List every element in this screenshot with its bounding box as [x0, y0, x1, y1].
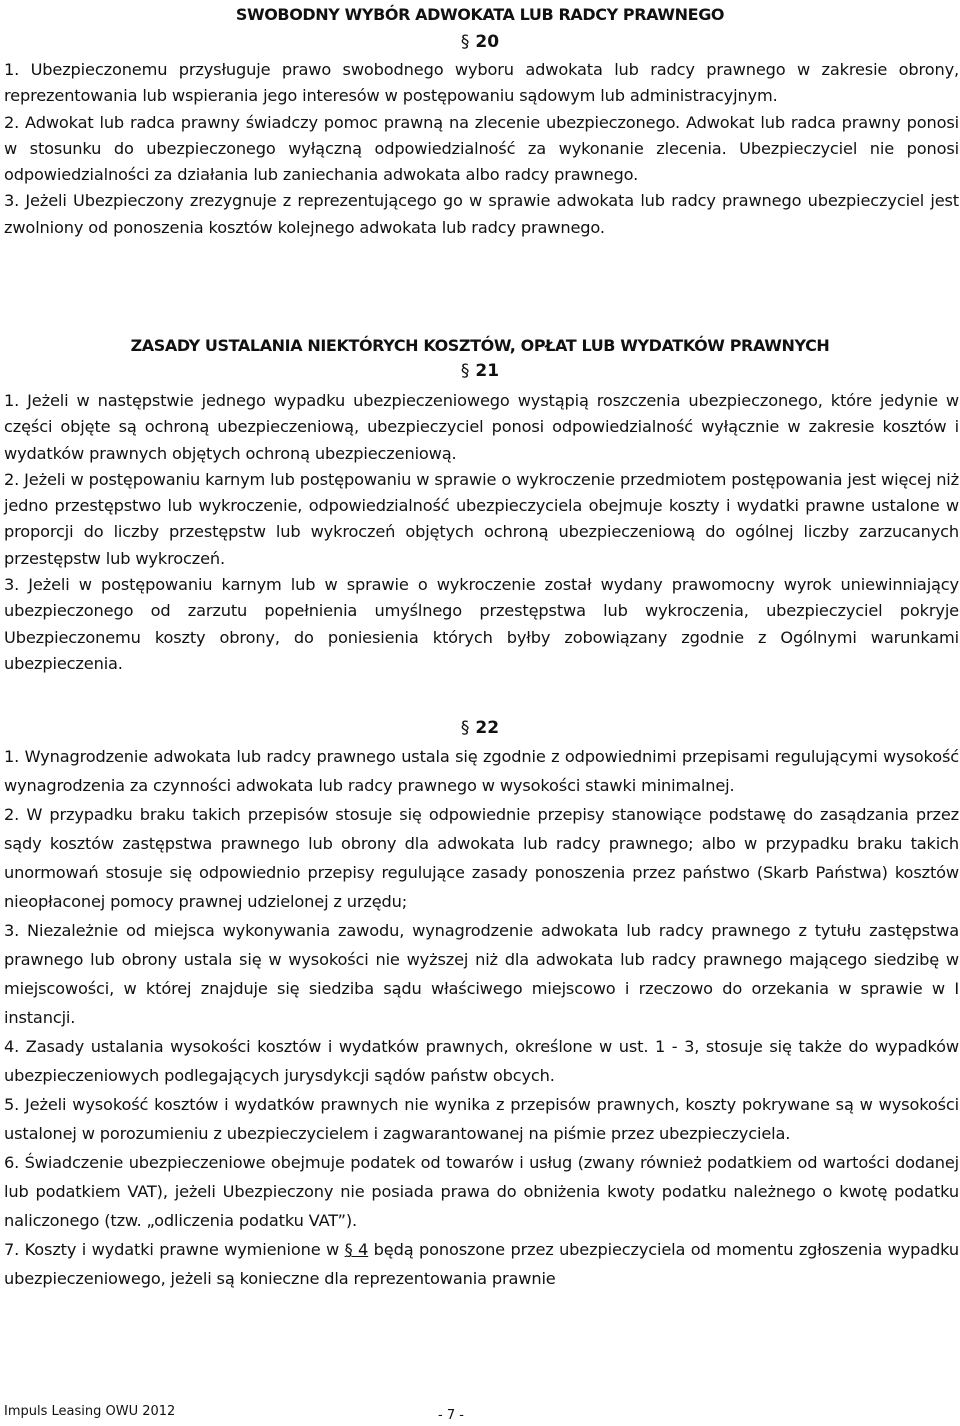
section-21-point-1: 1. Jeżeli w następstwie jednego wypadku ubezpieczeniowego wystąpią roszczenia ubezpieczonego, które jedynie w części objęte są ochroną ubezpieczeniową, ubezpieczyciel ponosi odpowiedzialność wyłącznie w zakresie kosztów i wydatków prawnych objętych ochroną ubezpieczeniową. [4, 391, 959, 463]
heading-free-choice: SWOBODNY WYBÓR ADWOKATA LUB RADCY PRAWNEGO [235, 5, 725, 24]
section-22-body [4, 742, 959, 1293]
section-20-point-1: 1. Ubezpieczonemu przysługuje prawo swobodnego wyboru adwokata lub radcy prawnego w zakresie obrony, reprezentowania lub wspierania jego interesów w postępowaniu sądowym lub administracyjnym. [4, 60, 959, 106]
section-21-body [4, 388, 959, 677]
point-7-text-after: będą ponoszone przez ubezpieczyciela od momentu zgłoszenia wypadku ubezpieczeniowego, jeżeli są konieczne dla reprezentowania prawnie [4, 1240, 960, 1288]
section-4-link[interactable]: § 4 [344, 1240, 369, 1259]
section-20-point-3: 3. Jeżeli Ubezpieczony zrezygnuje z reprezentującego go w sprawie adwokata lub radcy prawnego ubezpieczyciel jest zwolniony od ponoszenia kosztów kolejnego adwokata lub radcy prawnego. [4, 191, 959, 237]
heading-costs: ZASADY USTALANIA NIEKTÓRYCH KOSZTÓW, OPŁAT LUB WYDATKÓW PRAWNYCH [130, 336, 830, 355]
paragraph-sign: § [460, 361, 470, 381]
section-22-point-3: 3. Niezależnie od miejsca wykonywania zawodu, wynagrodzenie adwokata lub radcy prawnego z tytułu zastępstwa prawnego lub obrony ustala się w wysokości nie wyższej niż dla adwokata lub radcy prawnego mającego siedzibę w miejscowości, w której znajduje się siedziba sądu właściwego miejscowo i rzeczowo do orzekania w sprawie w I instancji. [4, 921, 959, 1027]
section-21-point-3: 3. Jeżeli w postępowaniu karnym lub w sprawie o wykroczenie został wydany prawomocny wyrok uniewinniający ubezpieczonego od zarzutu popełnienia umyślnego przestępstwa lub wykroczenia, ubezpieczyciel pokryje Ubezpieczonemu koszty obrony, do poniesienia których byłby zobowiązany zgodnie z Ogólnymi warunkami ubezpieczenia. [4, 575, 959, 673]
section-22-point-1: 1. Wynagrodzenie adwokata lub radcy prawnego ustala się zgodnie z odpowiednimi przepisami regulującymi wysokość wynagrodzenia za czynności adwokata lub radcy prawnego w wysokości stawki minimalnej. [4, 747, 959, 795]
section-number-21 [0, 361, 960, 381]
section-20-body [4, 57, 959, 241]
section-number-22 [0, 718, 960, 738]
section-20-point-2: 2. Adwokat lub radca prawny świadczy pomoc prawną na zlecenie ubezpieczonego. Adwokat lub radca prawny ponosi w stosunku do ubezpieczonego wyłączną odpowiedzialność za wykonanie zlecenia. Ubezpieczyciel nie ponosi odpowiedzialności za działania lub zaniechania adwokata albo radcy prawnego. [4, 112, 959, 185]
footer-page-number: - 7 - [438, 1408, 464, 1423]
section-number: 21 [475, 361, 500, 381]
section-22-point-7 [4, 1235, 959, 1293]
section-number: 20 [475, 32, 500, 52]
section-number: 22 [475, 718, 500, 738]
footer-document-name: Impuls Leasing OWU 2012 [4, 1404, 176, 1419]
paragraph-sign: § [460, 32, 470, 52]
section-21-point-2: 2. Jeżeli w postępowaniu karnym lub postępowaniu w sprawie o wykroczenie przedmiotem postępowania jest więcej niż jedno przestępstwo lub wykroczenie, odpowiedzialność ubezpieczyciela obejmuje koszty i wydatki prawne ustalone w proporcji do liczby przestępstw lub wykroczeń objętych ochroną ubezpieczeniową do ogólnej liczby zarzucanych przestępstw lub wykroczeń. [4, 469, 959, 568]
section-22-point-2: 2. W przypadku braku takich przepisów stosuje się odpowiednie przepisy stanowiące podstawę do zasądzania przez sądy kosztów zastępstwa prawnego lub obrony dla adwokata lub radcy prawnego; albo w przypadku braku takich unormowań stosuje się odpowiednio przepisy regulujące zasady ponoszenia przez państwo (Skarb Państwa) kosztów nieopłaconej pomocy prawnej udzielonej z urzędu; [4, 805, 959, 911]
section-22-point-4: 4. Zasady ustalania wysokości kosztów i wydatków prawnych, określone w ust. 1 - 3, stosuje się także do wypadków ubezpieczeniowych podlegających jurysdykcji sądów państw obcych. [4, 1037, 959, 1085]
section-22-point-5: 5. Jeżeli wysokość kosztów i wydatków prawnych nie wynika z przepisów prawnych, koszty pokrywane są w wysokości ustalonej w porozumieniu z ubezpieczycielem i zagwarantowanej na piśmie przez ubezpieczyciela. [4, 1095, 959, 1143]
section-22-point-6: 6. Świadczenie ubezpieczeniowe obejmuje podatek od towarów i usług (zwany również podatkiem od wartości dodanej lub podatkiem VAT), jeżeli Ubezpieczony nie posiada prawa do obniżenia kwoty podatku należnego o kwotę podatku naliczonego (tzw. „odliczenia podatku VAT”). [4, 1153, 959, 1230]
section-number-20 [0, 32, 960, 52]
point-7-text-before: 7. Koszty i wydatki prawne wymienione w [4, 1240, 345, 1259]
paragraph-sign: § [460, 718, 470, 738]
